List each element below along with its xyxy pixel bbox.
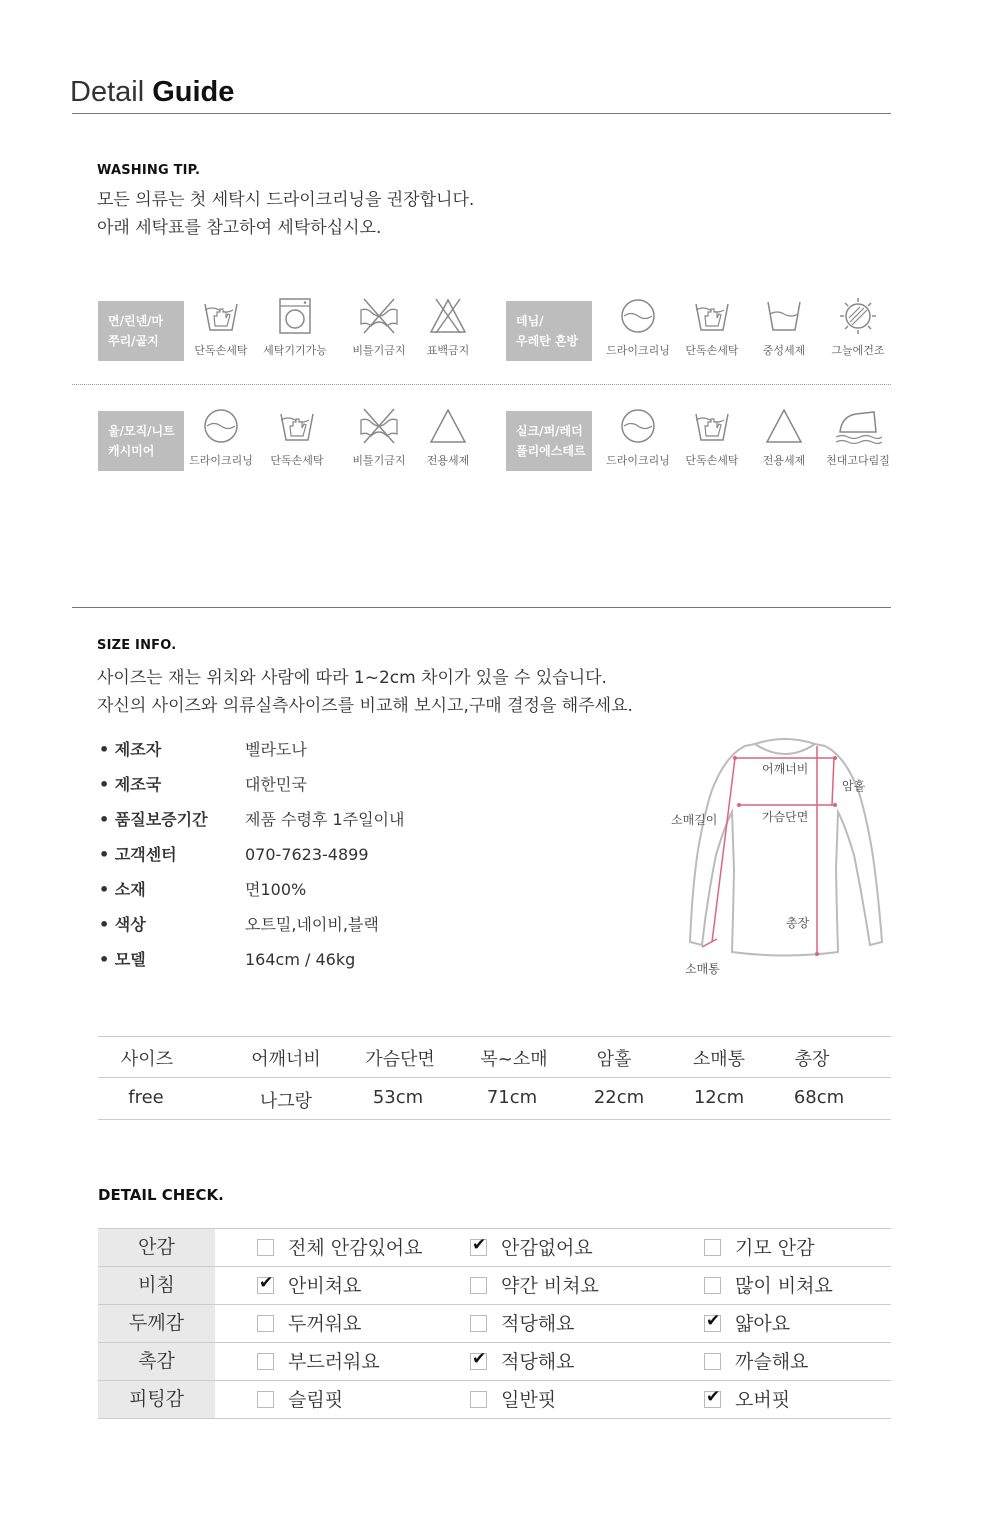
wash-item: 비틀기금지 — [339, 296, 419, 358]
wash-category-denim: 데님/ 우레탄 혼방 — [506, 301, 592, 361]
dryclean-icon — [618, 296, 658, 336]
diagram-label-armhole: 암홀 — [842, 779, 866, 793]
wash-item: 전용세제 — [744, 406, 824, 468]
wash-item: 단독손세탁 — [672, 296, 752, 358]
size-info-text: 사이즈는 재는 위치와 사람에 따라 1~2cm 차이가 있을 수 있습니다. 자신의 사이즈와 의류실측사이즈를 비교해 보시고,구매 결정을 해주세요. — [97, 668, 633, 716]
diagram-label-total-length: 총장 — [786, 916, 810, 930]
size-table-bottom-border — [98, 1119, 891, 1120]
detail-row-fit: 피팅감 슬림핏 일반핏 ✔ 오버핏 — [98, 1380, 891, 1419]
size-table-header: 사이즈 어깨너비 가슴단면 목~소매 암홀 소매통 총장 — [120, 1049, 830, 1070]
size-info-heading: SIZE INFO. — [97, 638, 177, 653]
page-title: Detail Guide — [70, 76, 235, 108]
diagram-label-shoulder: 어깨너비 — [762, 762, 809, 776]
washing-tip-heading: WASHING TIP. — [97, 163, 201, 178]
diagram-label-sleeve-cuff: 소매통 — [685, 962, 720, 976]
wash-item: 표백금지 — [408, 296, 488, 358]
detail-row-lining: 안감 전체 안감있어요 ✔ 안감없어요 기모 안감 — [98, 1228, 891, 1266]
handwash-icon — [692, 296, 732, 336]
check-icon: ✔ — [472, 1349, 487, 1369]
diagram-label-sleeve-length: 소매길이 — [671, 813, 718, 827]
wash-item: 전용세제 — [408, 406, 488, 468]
wash-divider — [72, 384, 891, 385]
dryclean-icon — [201, 406, 241, 446]
size-table-divider — [98, 1077, 891, 1078]
iron-cloth-icon — [834, 406, 882, 446]
no-bleach-icon — [428, 296, 468, 336]
wash-item: 비틀기금지 — [339, 406, 419, 468]
special-detergent-icon — [428, 406, 468, 446]
size-table-row: free 나그랑 53cm 71cm 22cm 12cm 68cm — [128, 1087, 845, 1112]
no-wring-icon — [359, 406, 399, 446]
neutral-detergent-icon — [764, 296, 804, 336]
check-icon: ✔ — [706, 1387, 721, 1407]
check-icon: ✔ — [706, 1311, 721, 1331]
section-divider — [72, 607, 891, 608]
dryclean-icon — [618, 406, 658, 446]
washing-tip-text: 모든 의류는 첫 세탁시 드라이크리닝을 권장합니다. 아래 세탁표를 참고하여 세탁하십시오. — [97, 190, 475, 238]
check-icon: ✔ — [259, 1273, 274, 1293]
diagram-label-chest: 가슴단면 — [762, 810, 809, 824]
wash-category-cotton: 면/린넨/마 쭈리/골지 — [98, 301, 184, 361]
wash-item: 중성세제 — [744, 296, 824, 358]
detail-row-transparency: 비침 ✔ 안비쳐요 약간 비쳐요 많이 비쳐요 — [98, 1266, 891, 1304]
check-icon: ✔ — [472, 1235, 487, 1255]
handwash-icon — [692, 406, 732, 446]
no-wring-icon — [359, 296, 399, 336]
wash-item: 드라이크리닝 — [598, 406, 678, 468]
wash-category-silk: 실크/퍼/레더 폴리에스테르 — [506, 411, 592, 471]
size-table — [98, 1037, 891, 1120]
wash-item: 드라이크리닝 — [598, 296, 678, 358]
special-detergent-icon — [764, 406, 804, 446]
wash-item: 단독손세탁 — [181, 296, 261, 358]
wash-category-wool: 울/모직/니트 캐시미어 — [98, 411, 184, 471]
detail-row-texture: 촉감 부드러워요 ✔ 적당해요 까슬해요 — [98, 1342, 891, 1380]
wash-item: 단독손세탁 — [257, 406, 337, 468]
washing-machine-icon — [275, 296, 315, 336]
handwash-icon — [201, 296, 241, 336]
wash-item: 세탁기기가능 — [255, 296, 335, 358]
wash-item: 단독손세탁 — [672, 406, 752, 468]
wash-item: 그늘에건조 — [818, 296, 898, 358]
title-divider — [72, 113, 891, 114]
shade-dry-icon — [838, 296, 878, 336]
handwash-icon — [277, 406, 317, 446]
wash-item: 드라이크리닝 — [181, 406, 261, 468]
wash-item: 천대고다림질 — [818, 406, 898, 468]
detail-row-thickness: 두께감 두꺼워요 적당해요 ✔ 얇아요 — [98, 1304, 891, 1342]
detail-check-heading: DETAIL CHECK. — [98, 1186, 224, 1204]
